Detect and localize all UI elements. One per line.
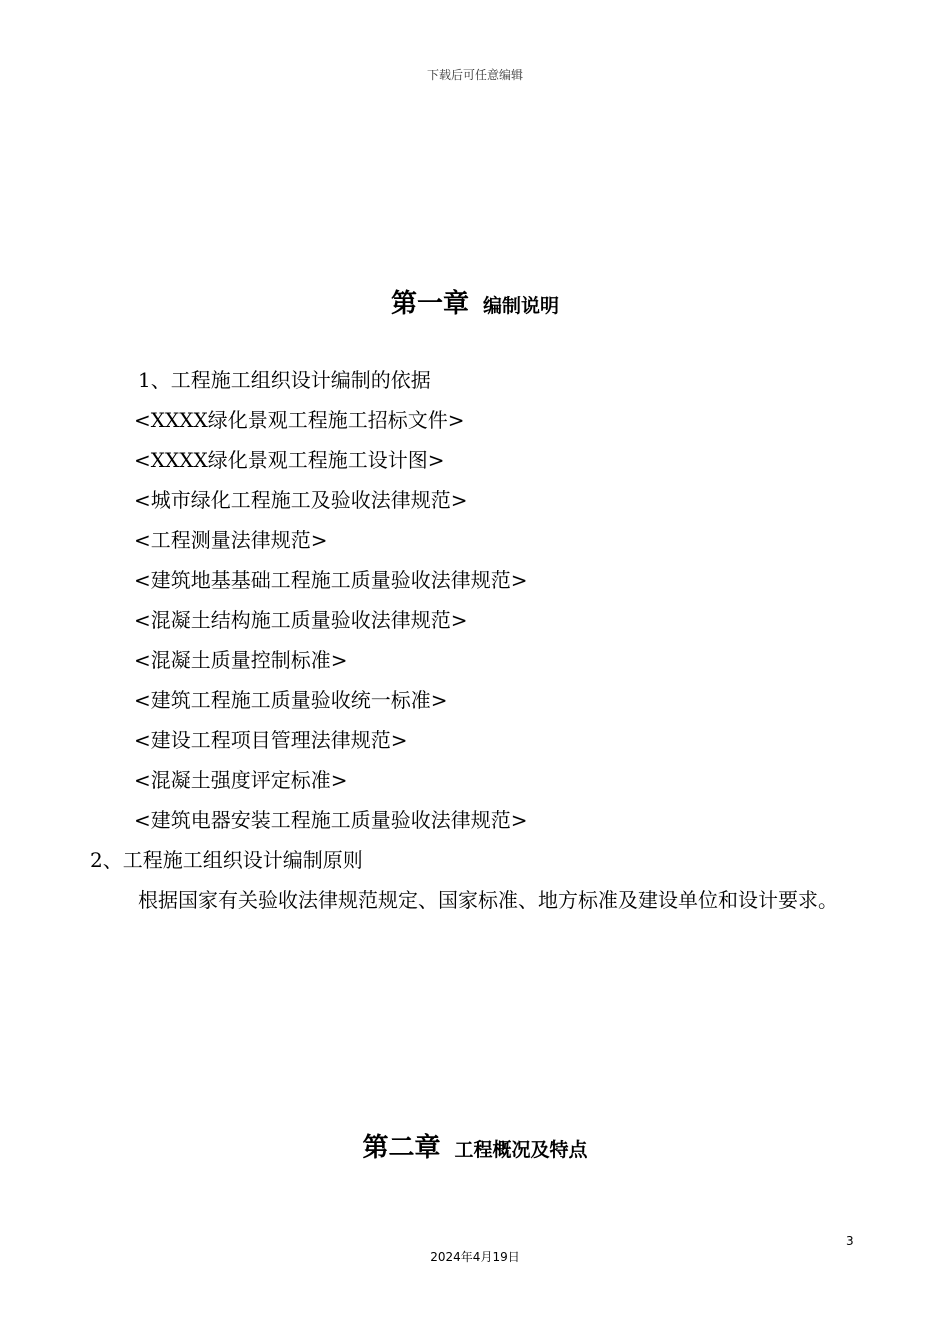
basis-item-6: <混凝土结构施工质量验收法律规范> bbox=[134, 608, 468, 632]
basis-item-8: <建筑工程施工质量验收统一标准> bbox=[134, 688, 448, 712]
chapter-2-heading bbox=[0, 1127, 950, 1164]
basis-item-5: <建筑地基基础工程施工质量验收法律规范> bbox=[134, 568, 528, 592]
page-header: 下载后可任意编辑 bbox=[426, 68, 523, 82]
section-2-body: 根据国家有关验收法律规范规定、国家标准、地方标准及建设单位和设计要求。 bbox=[138, 888, 838, 912]
basis-item-4: <工程测量法律规范> bbox=[134, 528, 328, 552]
page-footer-date: 2024年4月19日 bbox=[430, 1250, 520, 1264]
basis-item-7: <混凝土质量控制标准> bbox=[134, 648, 348, 672]
chapter-1-title: 编制说明 bbox=[483, 295, 560, 317]
section-1-heading: 1、工程施工组织设计编制的依据 bbox=[138, 368, 431, 392]
section-2-heading: 2、工程施工组织设计编制原则 bbox=[90, 848, 363, 872]
basis-item-9: <建设工程项目管理法律规范> bbox=[134, 728, 408, 752]
basis-item-1: <XXXX绿化景观工程施工招标文件> bbox=[134, 408, 465, 432]
page-number: 3 bbox=[846, 1234, 854, 1248]
chapter-2-number: 第二章 bbox=[362, 1133, 441, 1163]
chapter-1-number: 第一章 bbox=[390, 289, 469, 319]
chapter-2-title: 工程概况及特点 bbox=[454, 1139, 588, 1161]
chapter-1-heading bbox=[0, 283, 950, 320]
basis-item-10: <混凝土强度评定标准> bbox=[134, 768, 348, 792]
basis-item-11: <建筑电器安装工程施工质量验收法律规范> bbox=[134, 808, 528, 832]
basis-item-3: <城市绿化工程施工及验收法律规范> bbox=[134, 488, 468, 512]
basis-item-2: <XXXX绿化景观工程施工设计图> bbox=[134, 448, 445, 472]
